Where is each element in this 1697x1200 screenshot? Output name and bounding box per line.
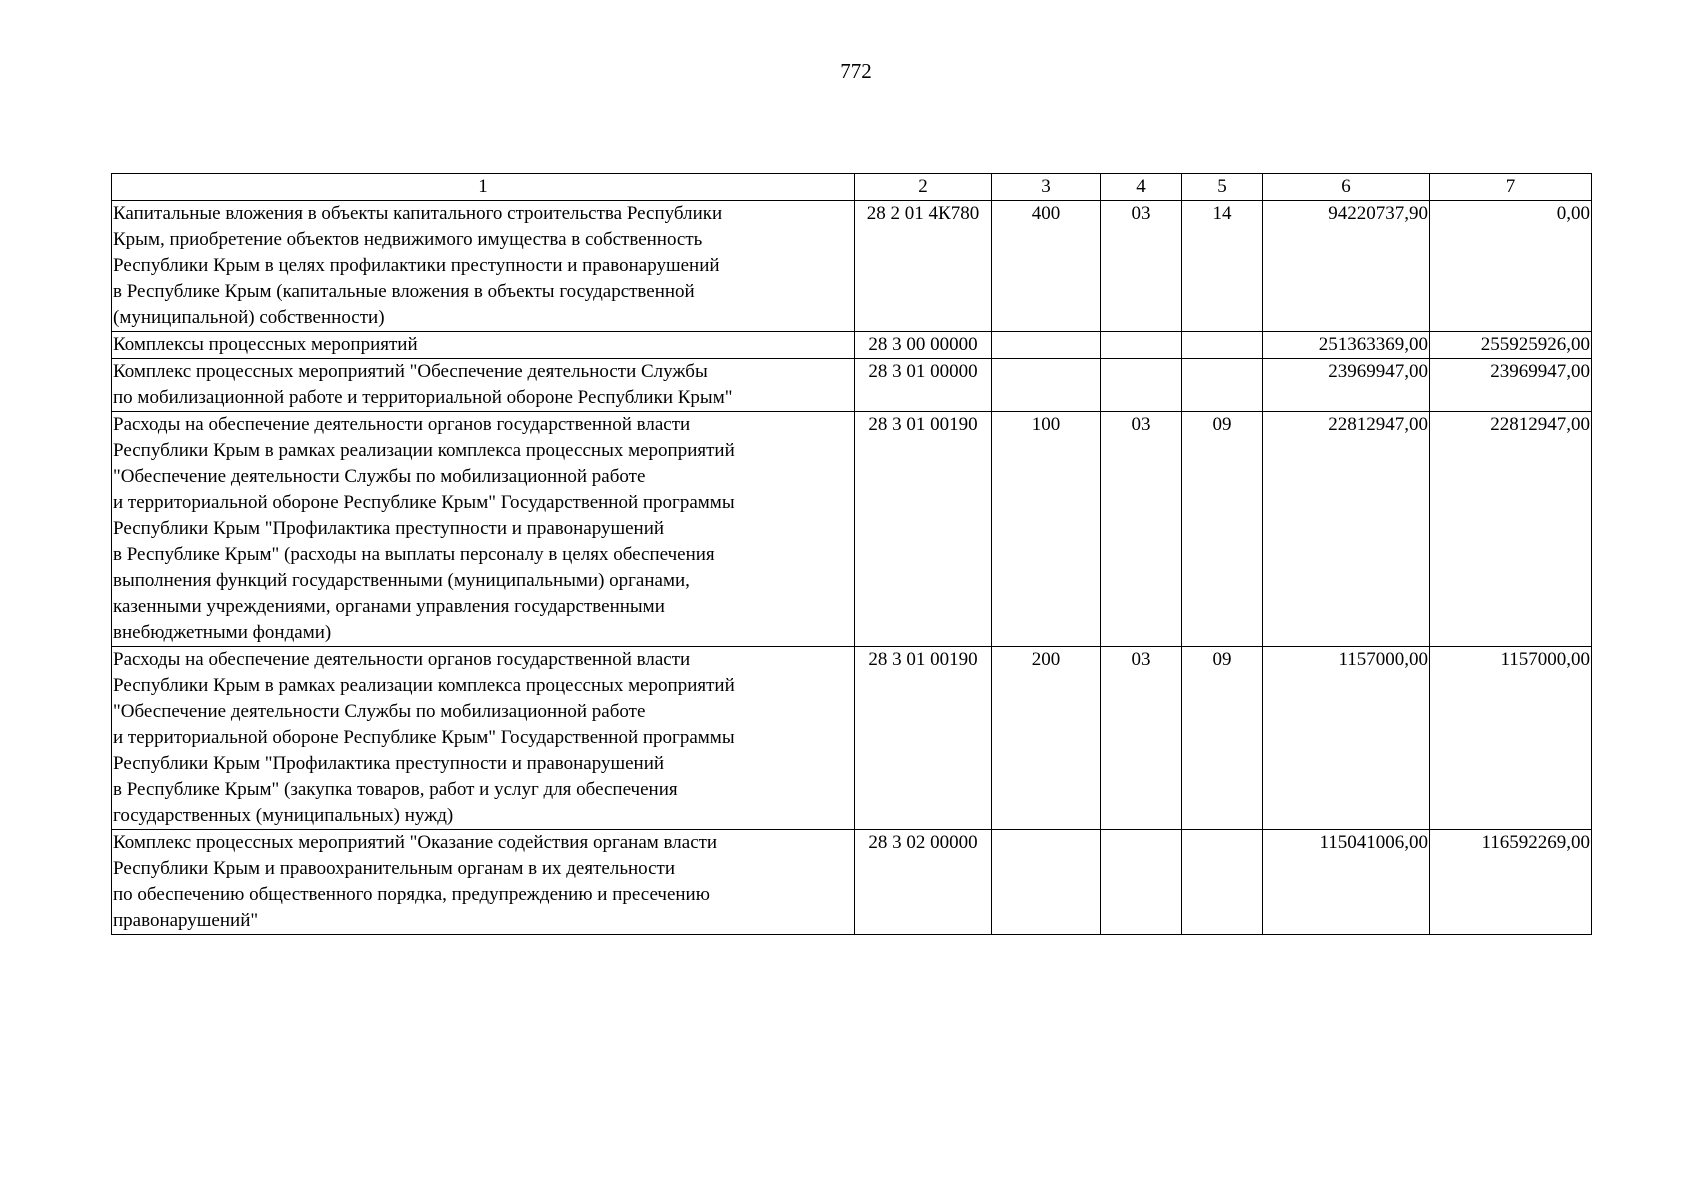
expense-type-cell (992, 830, 1101, 935)
subsection-cell: 09 (1182, 412, 1263, 647)
amount-year1-cell: 115041006,00 (1263, 830, 1430, 935)
expense-type-cell (992, 332, 1101, 359)
expense-type-cell (992, 359, 1101, 412)
expense-name-cell: Комплекс процессных мероприятий "Обеспечение деятельности Службы по мобилизационной работе и территориальной обороне Республики Крым" (112, 359, 855, 412)
table-row (112, 647, 1592, 830)
section-cell (1101, 830, 1182, 935)
subsection-cell (1182, 830, 1263, 935)
table-row (112, 332, 1592, 359)
amount-year1-cell: 251363369,00 (1263, 332, 1430, 359)
expense-name-cell: Расходы на обеспечение деятельности органов государственной власти Республики Крым в рамках реализации комплекса процессных мероприятий "Обеспечение деятельности Службы по мобилизационной работе и территориальной обороне Республике Крым" Государственной программы Республики Крым "Профилактика преступности и правонарушений в Республике Крым" (расходы на выплаты персоналу в целях обеспечения выполнения функций государственными (муниципальными) органами, казенными учреждениями, органами управления государственными внебюджетными фондами) (112, 412, 855, 647)
amount-year2-cell: 1157000,00 (1430, 647, 1592, 830)
amount-year2-cell: 0,00 (1430, 201, 1592, 332)
target-code-cell: 28 3 00 00000 (855, 332, 992, 359)
amount-year2-cell: 22812947,00 (1430, 412, 1592, 647)
expense-type-cell: 100 (992, 412, 1101, 647)
column-header: 6 (1263, 174, 1430, 201)
amount-year1-cell: 23969947,00 (1263, 359, 1430, 412)
target-code-cell: 28 2 01 4К780 (855, 201, 992, 332)
amount-year2-cell: 116592269,00 (1430, 830, 1592, 935)
target-code-cell: 28 3 01 00190 (855, 647, 992, 830)
table-header-row (112, 174, 1592, 201)
column-header: 5 (1182, 174, 1263, 201)
table-row (112, 201, 1592, 332)
expense-name-cell: Комплекс процессных мероприятий "Оказание содействия органам власти Республики Крым и правоохранительным органам в их деятельности по обеспечению общественного порядка, предупреждению и пресечению правонарушений" (112, 830, 855, 935)
amount-year2-cell: 255925926,00 (1430, 332, 1592, 359)
budget-table (111, 173, 1592, 935)
section-cell: 03 (1101, 201, 1182, 332)
expense-type-cell: 200 (992, 647, 1101, 830)
target-code-cell: 28 3 02 00000 (855, 830, 992, 935)
amount-year2-cell: 23969947,00 (1430, 359, 1592, 412)
section-cell: 03 (1101, 412, 1182, 647)
subsection-cell (1182, 332, 1263, 359)
expense-name-cell: Расходы на обеспечение деятельности органов государственной власти Республики Крым в рамках реализации комплекса процессных мероприятий "Обеспечение деятельности Службы по мобилизационной работе и территориальной обороне Республике Крым" Государственной программы Республики Крым "Профилактика преступности и правонарушений в Республике Крым" (закупка товаров, работ и услуг для обеспечения государственных (муниципальных) нужд) (112, 647, 855, 830)
section-cell (1101, 359, 1182, 412)
column-header: 2 (855, 174, 992, 201)
subsection-cell: 14 (1182, 201, 1263, 332)
expense-type-cell: 400 (992, 201, 1101, 332)
amount-year1-cell: 94220737,90 (1263, 201, 1430, 332)
section-cell (1101, 332, 1182, 359)
amount-year1-cell: 22812947,00 (1263, 412, 1430, 647)
amount-year1-cell: 1157000,00 (1263, 647, 1430, 830)
subsection-cell: 09 (1182, 647, 1263, 830)
table-row (112, 830, 1592, 935)
expense-name-cell: Капитальные вложения в объекты капитального строительства Республики Крым, приобретение объектов недвижимого имущества в собственность Республики Крым в целях профилактики преступности и правонарушений в Республике Крым (капитальные вложения в объекты государственной (муниципальной) собственности) (112, 201, 855, 332)
section-cell: 03 (1101, 647, 1182, 830)
expense-name-cell: Комплексы процессных мероприятий (112, 332, 855, 359)
target-code-cell: 28 3 01 00000 (855, 359, 992, 412)
column-header: 7 (1430, 174, 1592, 201)
table-row (112, 412, 1592, 647)
column-header: 1 (112, 174, 855, 201)
subsection-cell (1182, 359, 1263, 412)
column-header: 4 (1101, 174, 1182, 201)
table-row (112, 359, 1592, 412)
column-header: 3 (992, 174, 1101, 201)
target-code-cell: 28 3 01 00190 (855, 412, 992, 647)
page-number: 772 (840, 59, 872, 83)
